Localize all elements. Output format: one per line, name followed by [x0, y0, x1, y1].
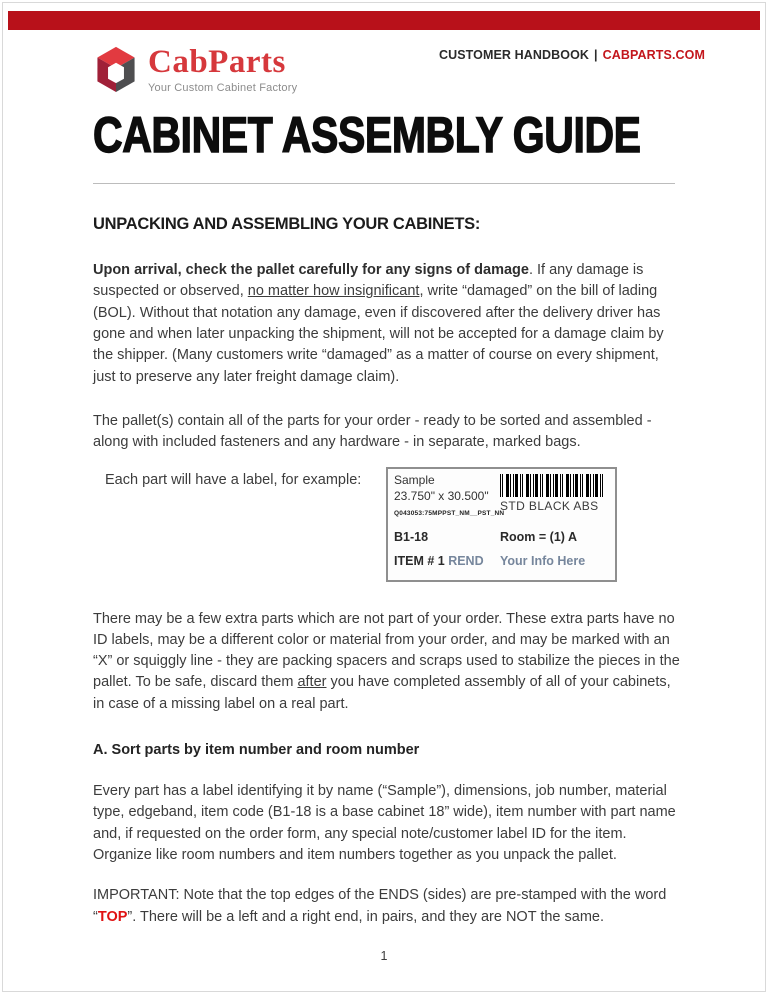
paragraph-damage-underline: no matter how insignificant — [247, 283, 420, 300]
paragraph-important — [93, 885, 683, 928]
label-intro-text: Each part will have a label, for example: — [105, 471, 362, 488]
logo-name: CabParts — [148, 44, 286, 80]
paragraph-extra-rest: you have completed assembly of all of your cabinets, in case of a missing label on a real part. — [93, 674, 671, 712]
paragraph-damage-mid: . If any damage is suspected or observed, — [93, 262, 644, 300]
paragraph-extra-underline: after — [297, 674, 327, 691]
logo-text — [148, 44, 297, 94]
paragraph-extra-before: There may be a few extra parts which are not part of your order. These extra parts have no ID labels, may be a different color or material from your order, and may be marked with an “X” or squiggly line - they are packing spacers and scraps used to stabilize the pieces in the pallet. To be safe, discard them — [93, 610, 680, 691]
paragraph-damage-rest: , write “damaged” on the bill of lading (BOL). Without that notation any damage, even if discovered after the delivery driver has gone and when later unpacking the shipment, will not be accepted for a damage claim by the shipper. (Many customers write “damaged” as a matter of course on every shipment, just to preserve any later freight damage claim). — [93, 283, 664, 385]
paragraph-extra-parts — [93, 609, 683, 716]
handbook-label: CUSTOMER HANDBOOK — [438, 48, 590, 62]
label-customer-info: Your Info Here — [500, 553, 586, 568]
header-right — [439, 48, 705, 62]
page-number: 1 — [380, 949, 388, 963]
label-left-column — [394, 472, 505, 517]
label-part-abbrev: REND — [444, 553, 484, 568]
label-row-top — [394, 473, 609, 517]
page-header — [93, 43, 705, 95]
sample-part-label — [386, 467, 617, 582]
cabparts-logo — [93, 43, 297, 95]
heading-sort-parts: A. Sort parts by item number and room number — [93, 742, 420, 759]
label-dimensions: 23.750" x 30.500" — [394, 488, 489, 503]
barcode-icon — [500, 474, 604, 497]
section-heading-unpacking: UNPACKING AND ASSEMBLING YOUR CABINETS: — [93, 215, 481, 233]
document-body — [93, 215, 683, 928]
label-item-number-wrap — [394, 554, 500, 568]
document-page — [2, 2, 766, 992]
paragraph-damage — [93, 260, 683, 388]
label-job-code: Q043053:75MPPST_NM__PST_NN — [394, 509, 505, 517]
label-room: Room = (1) A — [500, 529, 577, 544]
paragraph-damage-bold: Upon arrival, check the pallet carefully for any signs of damage — [93, 262, 529, 278]
label-row-middle — [394, 530, 609, 544]
label-material: STD BLACK ABS — [500, 498, 599, 513]
cabparts-site-link[interactable]: CABPARTS.COM — [602, 48, 705, 62]
paragraph-important-rest: ”. There will be a left and a right end, in pairs, and they are NOT the same. — [127, 908, 604, 925]
paragraph-sort: Every part has a label identifying it by name (“Sample”), dimensions, job number, material type, edgeband, item code (B1-18 is a base cabinet 18” wide), item number with part name and, if requested on the order form, any special note/customer label ID for the item. Organize like room numbers and item numbers together as you unpack the pallet. — [93, 783, 676, 863]
logo-tagline: Your Custom Cabinet Factory — [148, 82, 298, 94]
title-divider — [93, 183, 675, 184]
top-red-banner — [8, 11, 760, 30]
label-item-number: ITEM # 1 — [394, 553, 445, 568]
label-item-code: B1-18 — [394, 529, 429, 544]
label-right-column — [500, 473, 609, 517]
label-part-name: Sample — [394, 472, 435, 487]
paragraph-pallet: The pallet(s) contain all of the parts for your order - ready to be sorted and assembled - along with included fasteners and any hardware - in separate, marked bags. — [93, 412, 652, 451]
label-row-bottom — [394, 554, 609, 568]
logo-cube-icon — [93, 43, 139, 95]
page-title: CABINET ASSEMBLY GUIDE — [93, 107, 641, 163]
top-word-highlight: TOP — [97, 908, 128, 925]
header-separator: | — [594, 48, 598, 62]
label-example-figure — [93, 469, 683, 589]
paragraph-important-before: IMPORTANT: Note that the top edges of the ENDS (sides) are pre-stamped with the word “ — [93, 887, 667, 925]
